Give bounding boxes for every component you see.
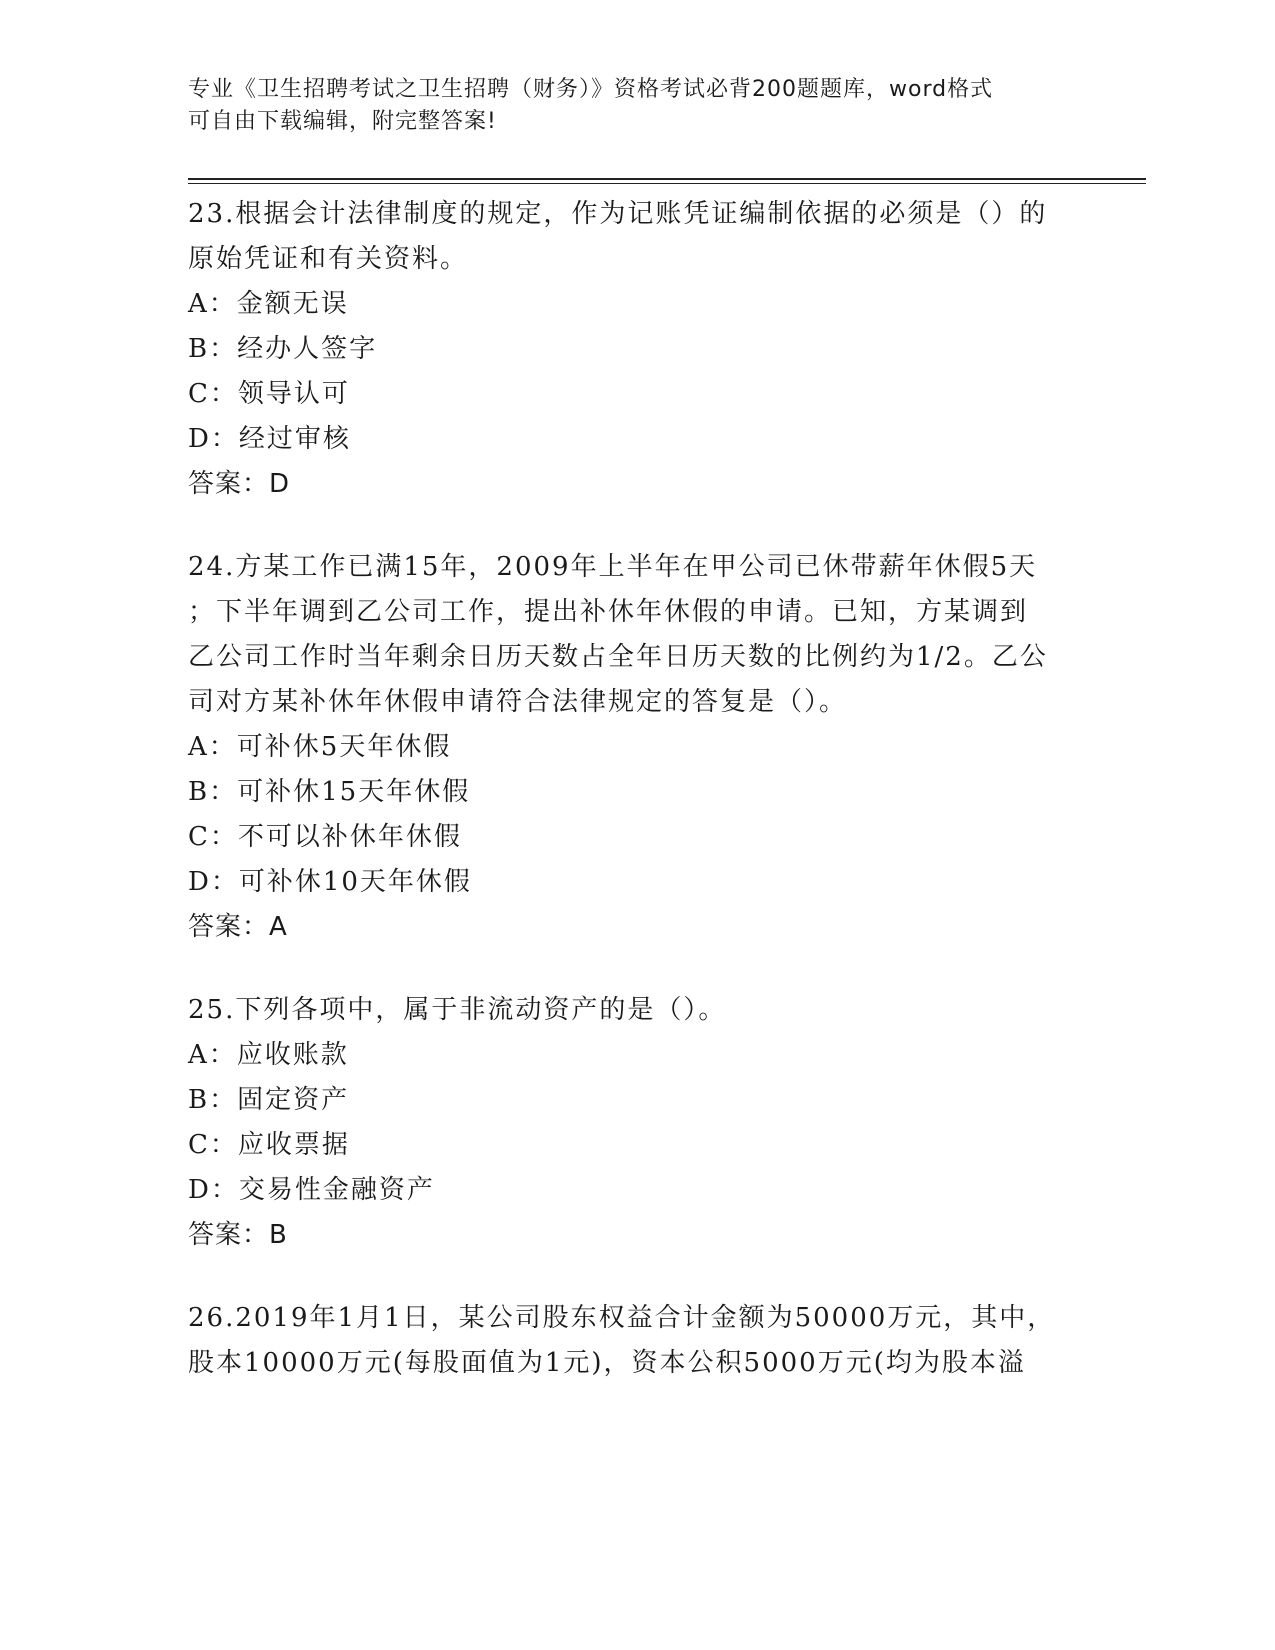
question-2: [188, 545, 1088, 950]
question-text-line: 24.方某工作已满15年，2009年上半年在甲公司已休带薪年休假5天: [188, 552, 1038, 582]
question-text-line: 司对方某补休年休假申请符合法律规定的答复是（）。: [188, 687, 848, 717]
header-line-2: 可自由下载编辑，附完整答案!: [188, 109, 497, 134]
answer-option: B：可补休15天年休假: [188, 777, 471, 807]
answer-option: C：领导认可: [188, 379, 350, 409]
question-text-line: 原始凭证和有关资料。: [188, 244, 469, 274]
answer-option: A：可补休5天年休假: [188, 732, 452, 762]
header-line-1: 专业《卫生招聘考试之卫生招聘（财务）》资格考试必背200题题库，word格式: [188, 77, 994, 102]
question-text-line: 26.2019年1月1日，某公司股东权益合计金额为50000万元，其中，: [188, 1303, 1056, 1333]
question-list: [188, 192, 1088, 1424]
answer-option: A：金额无误: [188, 289, 349, 319]
document-header: [188, 74, 1088, 138]
header-divider-thin: [188, 183, 1146, 184]
question-text-line: 股本10000万元(每股面值为1元)，资本公积5000万元(均为股本溢: [188, 1348, 1026, 1378]
question-text-line: 23.根据会计法律制度的规定，作为记账凭证编制依据的必须是（）的: [188, 199, 1048, 229]
answer-option: D：经过审核: [188, 424, 351, 454]
answer-option: B：固定资产: [188, 1085, 350, 1115]
question-text-line: 25.下列各项中，属于非流动资产的是（）。: [188, 995, 727, 1025]
correct-answer: 答案：A: [188, 912, 288, 942]
answer-option: C：不可以补休年休假: [188, 822, 462, 852]
answer-option: C：应收票据: [188, 1130, 350, 1160]
answer-option: B：经办人签字: [188, 334, 378, 364]
answer-option: D：可补休10天年休假: [188, 867, 472, 897]
correct-answer: 答案：D: [188, 469, 291, 499]
question-text-line: 乙公司工作时当年剩余日历天数占全年日历天数的比例约为1/2。乙公: [188, 642, 1048, 672]
question-4: [188, 1296, 1088, 1386]
question-3: [188, 988, 1088, 1258]
question-text-line: ；下半年调到乙公司工作，提出补休年休假的申请。已知，方某调到: [188, 597, 1029, 627]
header-divider-thick: [188, 178, 1146, 180]
answer-option: D：交易性金融资产: [188, 1175, 435, 1205]
question-1: [188, 192, 1088, 507]
correct-answer: 答案：B: [188, 1220, 288, 1250]
answer-option: A：应收账款: [188, 1040, 349, 1070]
